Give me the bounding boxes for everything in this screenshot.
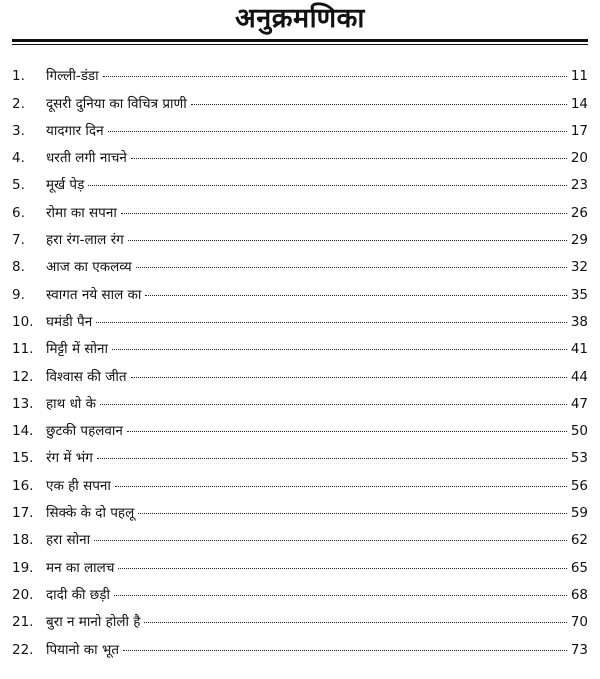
entry-number: 20. — [12, 586, 34, 603]
toc-entry[interactable] — [0, 390, 600, 417]
entry-title: मिट्टी में सोना — [46, 341, 108, 358]
entry-page-number: 73 — [570, 641, 588, 658]
entry-page-number: 53 — [570, 450, 588, 467]
entry-number: 10. — [12, 313, 34, 330]
dot-leader — [121, 213, 567, 214]
entry-body — [46, 67, 588, 85]
toc-entry[interactable] — [0, 471, 600, 498]
dot-leader — [145, 295, 566, 296]
entry-number: 14. — [12, 423, 34, 440]
entry-page-number: 29 — [570, 232, 588, 249]
toc-entry[interactable] — [0, 89, 600, 116]
entry-number: 19. — [12, 559, 34, 576]
entry-title: धरती लगी नाचने — [46, 150, 127, 167]
entry-number: 6. — [12, 204, 25, 221]
toc-entry[interactable] — [0, 280, 600, 307]
entry-number: 12. — [12, 368, 34, 385]
dot-leader — [118, 568, 566, 569]
entry-number: 2. — [12, 95, 25, 112]
entry-number: 5. — [12, 177, 25, 194]
toc-entry[interactable] — [0, 417, 600, 444]
entry-number: 16. — [12, 477, 34, 494]
entry-title: घमंडी पैन — [46, 313, 93, 330]
entry-title: रंग में भंग — [46, 450, 93, 467]
toc-entry[interactable] — [0, 635, 600, 662]
entry-page-number: 35 — [570, 286, 588, 303]
entry-title: आज का एकलव्य — [46, 259, 132, 276]
entry-page-number: 41 — [570, 341, 588, 358]
entry-body — [46, 122, 588, 140]
entry-page-number: 20 — [570, 150, 588, 167]
entry-number: 7. — [12, 232, 25, 249]
entry-page-number: 23 — [570, 177, 588, 194]
entry-number: 18. — [12, 532, 34, 549]
entry-number: 3. — [12, 122, 25, 139]
entry-page-number: 59 — [570, 505, 588, 522]
toc-entry[interactable] — [0, 499, 600, 526]
entry-number: 9. — [12, 286, 25, 303]
entry-number: 1. — [12, 68, 25, 85]
entry-body — [46, 149, 588, 167]
entry-page-number: 38 — [570, 313, 588, 330]
toc-entry[interactable] — [0, 62, 600, 89]
entry-title: मन का लालच — [46, 559, 115, 576]
entry-body — [46, 204, 588, 222]
title-rule-thick — [12, 39, 588, 42]
entry-title: हरा रंग-लाल रंग — [46, 232, 124, 249]
dot-leader — [128, 240, 567, 241]
entry-title: विश्वास की जीत — [46, 368, 127, 385]
entry-title: छुटकी पहलवान — [46, 423, 123, 440]
entry-page-number: 65 — [570, 559, 588, 576]
entry-body — [46, 395, 588, 413]
dot-leader — [115, 486, 567, 487]
entry-page-number: 56 — [570, 477, 588, 494]
toc-entry[interactable] — [0, 553, 600, 580]
entry-page-number: 17 — [570, 122, 588, 139]
dot-leader — [112, 349, 567, 350]
entry-body — [46, 231, 588, 249]
dot-leader — [114, 595, 567, 596]
toc-entry[interactable] — [0, 581, 600, 608]
entry-title: दूसरी दुनिया का विचित्र प्राणी — [46, 95, 187, 112]
entry-title: मूर्ख पेड़ — [46, 177, 85, 194]
dot-leader — [94, 540, 567, 541]
entry-body — [46, 286, 588, 304]
entry-page-number: 70 — [570, 614, 588, 631]
entry-title: हाथ धो के — [46, 395, 97, 412]
toc-entry[interactable] — [0, 526, 600, 553]
toc-entry[interactable] — [0, 308, 600, 335]
toc-entry[interactable] — [0, 171, 600, 198]
entry-page-number: 14 — [570, 95, 588, 112]
entry-body — [46, 340, 588, 358]
entry-body — [46, 368, 588, 386]
entry-page-number: 11 — [570, 68, 588, 85]
dot-leader — [100, 404, 567, 405]
dot-leader — [123, 650, 567, 651]
entry-number: 8. — [12, 259, 25, 276]
entry-page-number: 44 — [570, 368, 588, 385]
entry-page-number: 62 — [570, 532, 588, 549]
entry-number: 21. — [12, 614, 34, 631]
toc-entry[interactable] — [0, 144, 600, 171]
entry-title: बुरा न मानो होली है — [46, 614, 141, 631]
dot-leader — [108, 131, 567, 132]
table-of-contents — [0, 62, 600, 663]
toc-entry[interactable] — [0, 198, 600, 225]
entry-body — [46, 95, 588, 113]
entry-number: 17. — [12, 505, 34, 522]
page-title: अनुक्रमणिका — [235, 3, 365, 34]
dot-leader — [127, 431, 567, 432]
entry-page-number: 47 — [570, 395, 588, 412]
entry-number: 13. — [12, 395, 34, 412]
entry-title: हरा सोना — [46, 532, 91, 549]
entry-body — [46, 641, 588, 659]
title-rule-thin — [12, 44, 588, 45]
dot-leader — [131, 158, 567, 159]
entry-body — [46, 258, 588, 276]
toc-entry[interactable] — [0, 117, 600, 144]
dot-leader — [97, 458, 567, 459]
toc-entry[interactable] — [0, 253, 600, 280]
entry-body — [46, 586, 588, 604]
entry-number: 4. — [12, 150, 25, 167]
dot-leader — [103, 76, 567, 77]
dot-leader — [136, 267, 567, 268]
entry-body — [46, 449, 588, 467]
entry-body — [46, 313, 588, 331]
entry-body — [46, 477, 588, 495]
entry-title: स्वागत नये साल का — [46, 286, 142, 303]
entry-title: पियानो का भूत — [46, 641, 120, 658]
entry-title: गिल्ली-डंडा — [46, 68, 99, 85]
entry-title: सिक्के के दो पहलू — [46, 505, 135, 522]
dot-leader — [191, 104, 567, 105]
entry-body — [46, 559, 588, 577]
toc-entry[interactable] — [0, 444, 600, 471]
toc-entry[interactable] — [0, 226, 600, 253]
entry-page-number: 50 — [570, 423, 588, 440]
dot-leader — [144, 622, 566, 623]
dot-leader — [138, 513, 567, 514]
entry-title: यादगार दिन — [46, 122, 104, 139]
entry-body — [46, 531, 588, 549]
dot-leader — [96, 322, 567, 323]
entry-title: दादी की छड़ी — [46, 586, 110, 603]
entry-number: 22. — [12, 641, 34, 658]
toc-entry[interactable] — [0, 608, 600, 635]
entry-title: एक ही सपना — [46, 477, 111, 494]
entry-title: रोमा का सपना — [46, 204, 117, 221]
dot-leader — [88, 185, 567, 186]
entry-body — [46, 422, 588, 440]
toc-entry[interactable] — [0, 362, 600, 389]
toc-entry[interactable] — [0, 335, 600, 362]
entry-body — [46, 504, 588, 522]
entry-page-number: 26 — [570, 204, 588, 221]
entry-page-number: 68 — [570, 586, 588, 603]
entry-body — [46, 613, 588, 631]
entry-body — [46, 176, 588, 194]
entry-page-number: 32 — [570, 259, 588, 276]
entry-number: 11. — [12, 341, 34, 358]
entry-number: 15. — [12, 450, 34, 467]
dot-leader — [131, 377, 567, 378]
